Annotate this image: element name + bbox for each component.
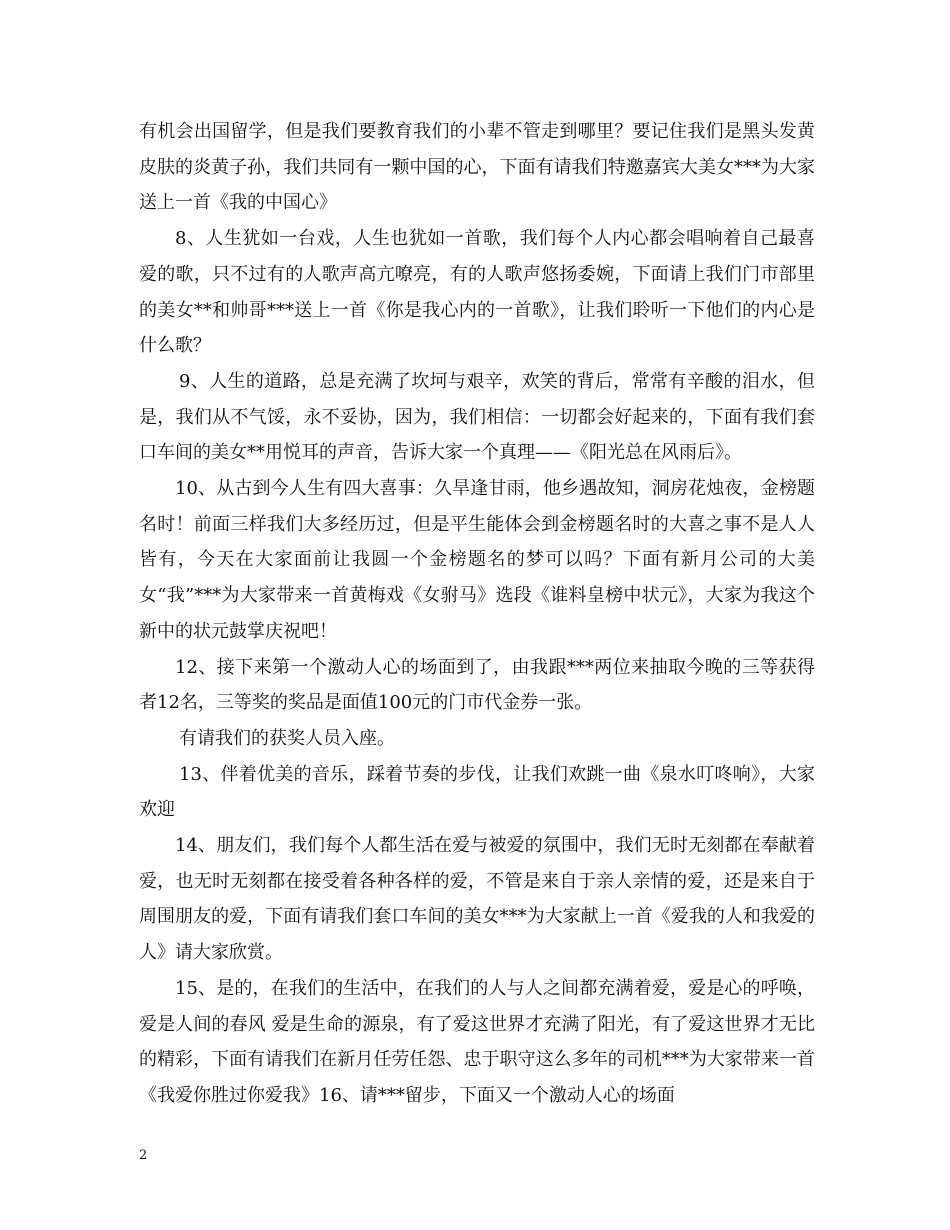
paragraph-winners-seated: 有请我们的获奖人员入座。 — [179, 727, 395, 749]
paragraph-item-10: 10、从古到今人生有四大喜事：久旱逢甘雨，他乡遇故知，洞房花烛夜，金榜题名时！前面三样我们大多经历过，但是平生能体会到金榜题名时的大喜之事不是人人皆有，今天在大家面前让我圆一个金榜题名的梦可以吗？下面有新月公司的大美女“我”***为大家带来一首黄梅戏《女驸马》选段《谁料皇榜中状元》，大家为我这个新中的状元鼓掌庆祝吧！ — [139, 478, 815, 642]
paragraph-item-15: 15、是的，在我们的生活中，在我们的人与人之间都充满着爱，爱是心的呼唤，爱是人间的春风 爱是生命的源泉，有了爱这世界才充满了阳光，有了爱这世界才无比的精彩，下面有请我们在新月任劳任怨、忠于职守这么多年的司机***为大家带来一首《我爱你胜过你爱我》16、请***留步，下面又一个激动人心的场面 — [139, 977, 815, 1106]
paragraph-continuation: 有机会出国留学，但是我们要教育我们的小辈不管走到哪里？要记住我们是黑头发黄皮肤的炎黄子孙，我们共同有一颗中国的心，下面有请我们特邀嘉宾大美女***为大家送上一首《我的中国心》 — [139, 121, 815, 214]
paragraph-item-12: 12、接下来第一个激动人心的场面到了，由我跟***两位来抽取今晚的三等获得者12名，三等奖的奖品是面值100元的门市代金券一张。 — [139, 656, 815, 714]
body-text — [139, 114, 815, 1114]
paragraph-item-8: 8、人生犹如一台戏，人生也犹如一首歌，我们每个人内心都会唱响着自己最喜爱的歌，只不过有的人歌声高亢嘹亮，有的人歌声悠扬委婉，下面请上我们门市部里的美女**和帅哥***送上一首《你是我心内的一首歌》，让我们聆听一下他们的内心是什么歌？ — [139, 228, 815, 357]
page-number: 2 — [139, 1148, 148, 1163]
paragraph-item-9: 9、人生的道路，总是充满了坎坷与艰辛，欢笑的背后，常常有辛酸的泪水，但是，我们从不气馁，永不妥协，因为，我们相信：一切都会好起来的，下面有我们套口车间的美女**用悦耳的声音，告诉大家一个真理——《阳光总在风雨后》。 — [139, 370, 815, 464]
paragraph-item-13: 13、伴着优美的音乐，踩着节奏的步伐，让我们欢跳一曲《泉水叮咚响》，大家欢迎 — [139, 763, 815, 821]
paragraph-item-14: 14、朋友们，我们每个人都生活在爱与被爱的氛围中，我们无时无刻都在奉献着爱，也无时无刻都在接受着各种各样的爱，不管是来自于亲人亲情的爱，还是来自于周围朋友的爱，下面有请我们套口车间的美女***为大家献上一首《爱我的人和我爱的人》请大家欣赏。 — [139, 835, 815, 964]
